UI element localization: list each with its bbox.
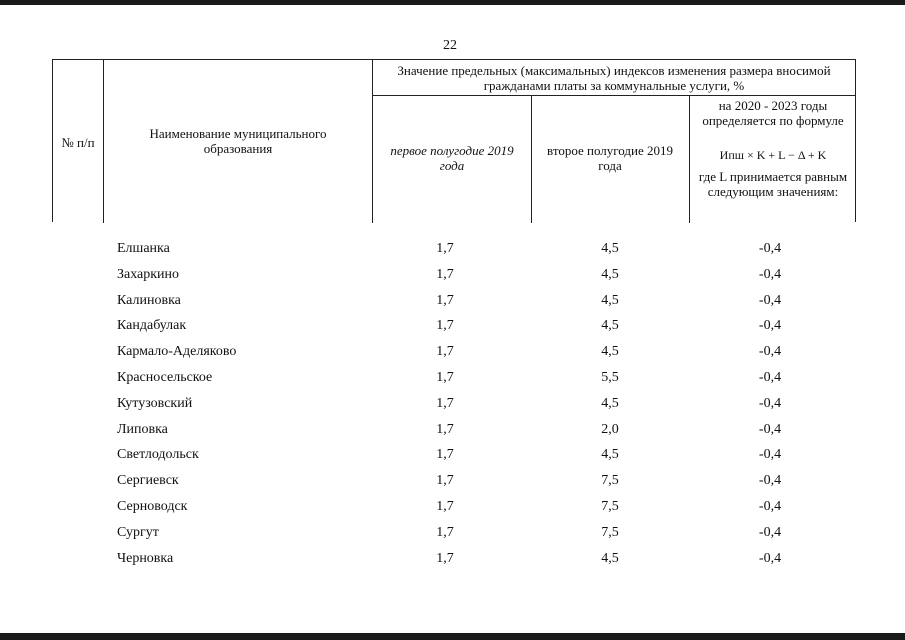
municipality-name: Кандабулак bbox=[117, 318, 187, 334]
second-half-value: 4,5 bbox=[601, 266, 619, 282]
second-half-value: 5,5 bbox=[601, 370, 619, 385]
municipality-name: Сургут bbox=[117, 524, 159, 540]
table-row bbox=[0, 422, 905, 442]
formula-l-value: -0,4 bbox=[758, 318, 782, 334]
formula-l-value: -0,4 bbox=[758, 550, 782, 566]
first-half-value: 1,7 bbox=[436, 318, 454, 334]
municipality-name: Светлодольск bbox=[117, 447, 199, 463]
formula-text bbox=[691, 148, 855, 163]
formula-l-value: -0,4 bbox=[758, 241, 782, 256]
formula-l-value: -0,4 bbox=[758, 499, 782, 514]
formula-l-value: -0,4 bbox=[758, 292, 782, 308]
first-half-value: 1,7 bbox=[436, 344, 454, 360]
formula-l-value: -0,4 bbox=[758, 421, 782, 437]
table-row bbox=[0, 473, 905, 493]
formula-l-value: -0,4 bbox=[758, 395, 782, 411]
header-col-number: № п/п bbox=[61, 135, 95, 150]
municipality-name: Кармало-Аделяково bbox=[117, 344, 237, 360]
municipality-name: Кутузовский bbox=[117, 395, 193, 411]
scan-bottom-border bbox=[0, 633, 905, 640]
header-divider-2 bbox=[372, 60, 373, 223]
formula-l-value: -0,4 bbox=[758, 524, 782, 540]
first-half-value: 1,7 bbox=[436, 395, 454, 411]
first-half-value: 1,7 bbox=[436, 447, 454, 463]
second-half-value: 7,5 bbox=[601, 524, 619, 540]
header-divider-3 bbox=[531, 96, 532, 223]
first-half-value: 1,7 bbox=[436, 473, 454, 489]
header-divider-1 bbox=[103, 60, 104, 223]
table-row bbox=[0, 267, 905, 287]
header-group-underline bbox=[372, 95, 856, 96]
second-half-value: 4,5 bbox=[601, 447, 619, 463]
table-row bbox=[0, 370, 905, 390]
table-row bbox=[0, 525, 905, 545]
formula-l-value: -0,4 bbox=[758, 266, 782, 282]
second-half-value: 7,5 bbox=[601, 499, 619, 514]
table-row bbox=[0, 293, 905, 313]
municipality-name: Захаркино bbox=[117, 266, 180, 282]
second-half-value: 4,5 bbox=[601, 241, 619, 256]
second-half-value: 4,5 bbox=[601, 550, 619, 566]
first-half-value: 1,7 bbox=[436, 241, 454, 256]
municipality-name: Черновка bbox=[117, 550, 174, 566]
formula-l-value: -0,4 bbox=[758, 447, 782, 463]
table-row bbox=[0, 241, 905, 261]
header-col-name: Наименование муниципального образования bbox=[149, 126, 327, 156]
page-number: 22 bbox=[443, 38, 457, 53]
formula-l-value: -0,4 bbox=[758, 344, 782, 360]
table-row bbox=[0, 344, 905, 364]
formula-expression: Ипш × K + L − Δ + K bbox=[719, 148, 827, 162]
municipality-name: Липовка bbox=[117, 421, 168, 437]
formula-l-value: -0,4 bbox=[758, 370, 782, 385]
first-half-value: 1,7 bbox=[436, 524, 454, 540]
table-row bbox=[0, 499, 905, 519]
second-half-value: 7,5 bbox=[601, 473, 619, 489]
second-half-value: 2,0 bbox=[601, 421, 619, 437]
municipality-name: Серноводск bbox=[117, 499, 188, 514]
municipality-name: Сергиевск bbox=[117, 473, 179, 489]
first-half-value: 1,7 bbox=[436, 550, 454, 566]
municipality-name: Красносельское bbox=[117, 370, 213, 385]
second-half-value: 4,5 bbox=[601, 318, 619, 334]
second-half-value: 4,5 bbox=[601, 395, 619, 411]
header-divider-4 bbox=[689, 96, 690, 223]
first-half-value: 1,7 bbox=[436, 370, 454, 385]
second-half-value: 4,5 bbox=[601, 344, 619, 360]
first-half-value: 1,7 bbox=[436, 499, 454, 514]
formula-l-value: -0,4 bbox=[758, 473, 782, 489]
header-col-second-half: второе полугодие 2019 года bbox=[547, 143, 674, 173]
first-half-value: 1,7 bbox=[436, 266, 454, 282]
header-col-first-half: первое полугодие 2019 года bbox=[390, 143, 514, 173]
table-row bbox=[0, 447, 905, 467]
first-half-value: 1,7 bbox=[436, 292, 454, 308]
municipality-name: Елшанка bbox=[117, 241, 170, 256]
table-header bbox=[52, 59, 856, 222]
table-row bbox=[0, 396, 905, 416]
scan-top-border bbox=[0, 0, 905, 5]
table-row bbox=[0, 551, 905, 571]
header-col-third-bottom: где L принимается равным следующим значениям: bbox=[698, 169, 848, 199]
second-half-value: 4,5 bbox=[601, 292, 619, 308]
header-col-third-top: на 2020 - 2023 годы определяется по формуле bbox=[702, 98, 844, 128]
table-row bbox=[0, 318, 905, 338]
municipality-name: Калиновка bbox=[117, 292, 181, 308]
header-col-group: Значение предельных (максимальных) индексов изменения размера вносимой гражданами платы за коммунальные услуги, % bbox=[397, 63, 831, 93]
first-half-value: 1,7 bbox=[436, 421, 454, 437]
